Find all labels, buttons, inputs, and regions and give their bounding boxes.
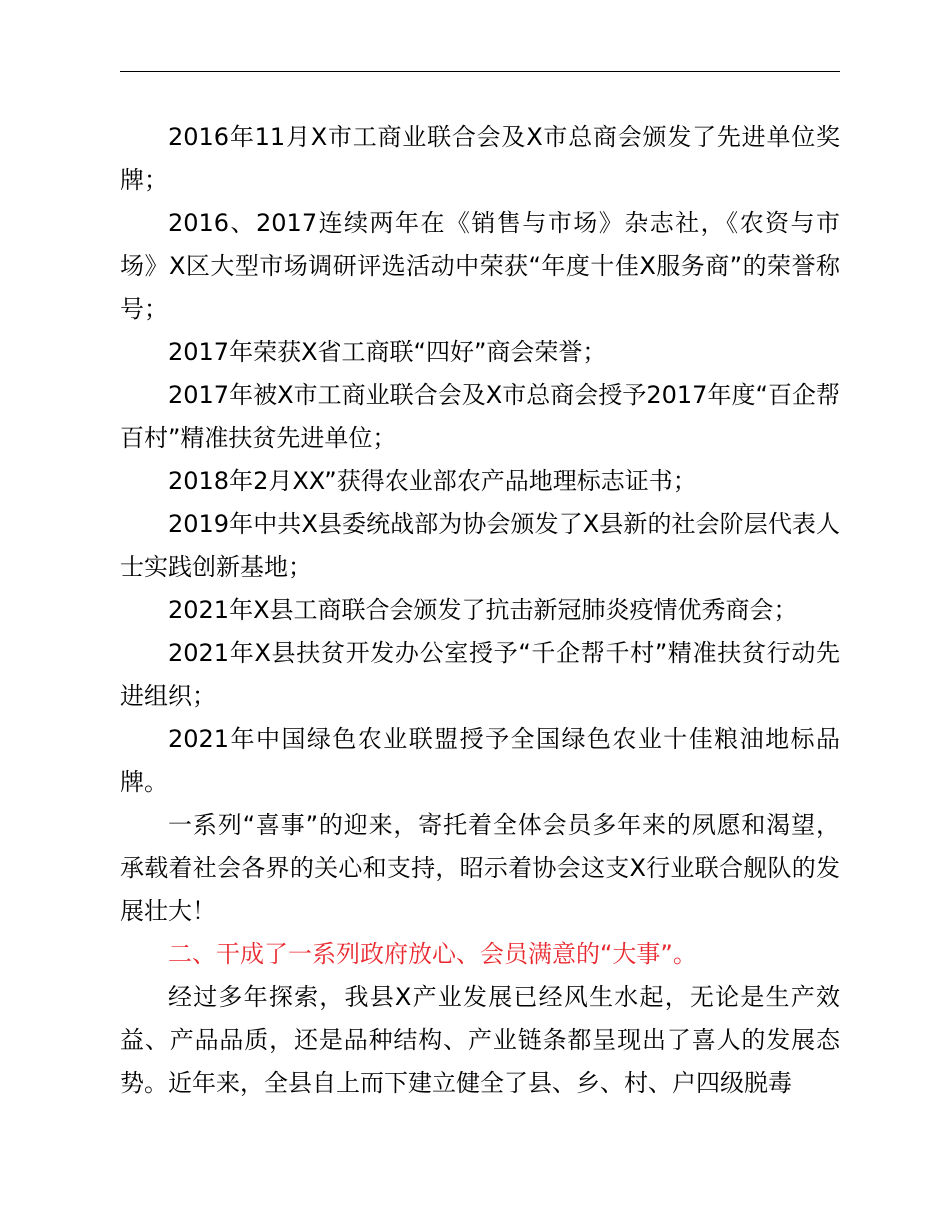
paragraph-award-2017-poverty-relief: 2017年被X市工商业联合会及X市总商会授予2017年度“百企帮百村”精准扶贫先进单位； (120, 381, 840, 452)
document-body (120, 116, 840, 1105)
paragraph-award-2017-four-good: 2017年荣获X省工商联“四好”商会荣誉； (168, 338, 607, 366)
paragraph-award-2021-covid: 2021年X县工商联合会颁发了抗击新冠肺炎疫情优秀商会； (168, 596, 798, 624)
paragraph-award-2018-certificate: 2018年2月XX”获得农业部农产品地理标志证书； (168, 467, 697, 495)
paragraph-award-2019-base: 2019年中共X县委统战部为协会颁发了X县新的社会阶层代表人士实践创新基地； (120, 510, 840, 581)
paragraph-industry-development: 经过多年探索，我县X产业发展已经风生水起，无论是生产效益、产品品质，还是品种结构、产业链条都呈现出了喜人的发展态势。近年来，全县自上而下建立健全了县、乡、村、户四级脱毒 (120, 983, 840, 1097)
paragraph-award-2016-2017-honor: 2016、2017连续两年在《销售与市场》杂志社，《农资与市场》X区大型市场调研评选活动中荣获“年度十佳X服务商”的荣誉称号； (120, 209, 840, 323)
paragraph-award-2021-organization: 2021年X县扶贫开发办公室授予“千企帮千村”精准扶贫行动先进组织； (120, 639, 840, 710)
paragraph-summary: 一系列“喜事”的迎来，寄托着全体会员多年来的夙愿和渴望，承载着社会各界的关心和支持，昭示着协会这支X行业联合舰队的发展壮大！ (120, 811, 840, 925)
paragraph-award-2016-plaque: 2016年11月X市工商业联合会及X市总商会颁发了先进单位奖牌； (120, 123, 840, 194)
header-rule (120, 71, 840, 72)
section-heading: 二、干成了一系列政府放心、会员满意的“大事”。 (168, 940, 697, 968)
paragraph-award-2021-brand: 2021年中国绿色农业联盟授予全国绿色农业十佳粮油地标品牌。 (120, 725, 840, 796)
